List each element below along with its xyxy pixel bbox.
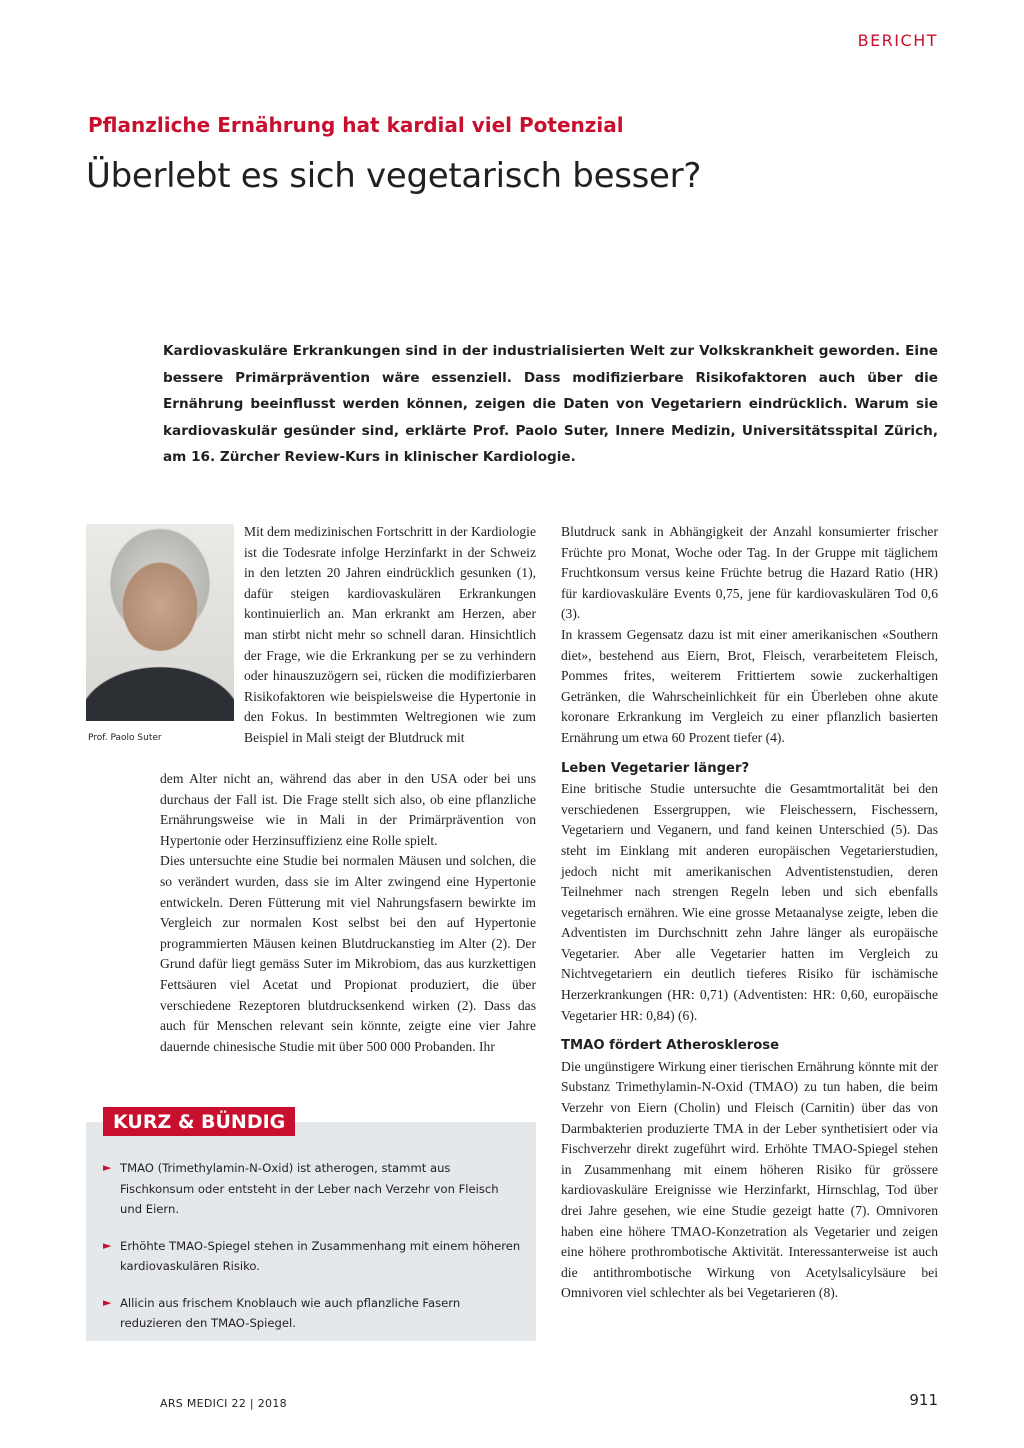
page-number: 911: [909, 1391, 938, 1409]
photo-caption: Prof. Paolo Suter: [88, 733, 162, 743]
list-item: [103, 1158, 523, 1220]
journal-footer: ARS MEDICI 22 | 2018: [160, 1397, 287, 1410]
triangle-bullet-icon: ►: [103, 1238, 112, 1252]
section-label: BERICHT: [857, 31, 938, 50]
body-paragraph: Eine britische Studie untersuchte die Gesamtmortalität bei den verschiedenen Essergruppen, wie Fleischessern, Fischessern, Vegetariern und Veganern, und fand keinen Unterschied (5). Das steht im Einklang mit anderen europäischen Vegetarierstudien, jedoch nicht mit amerikanischen Adventistenstudien, deren Teilnehmer nach strengen Regeln leben und sich ebenfalls vegetarisch ernähren. Wie eine grosse Metaanalyse zeigte, leben die Adventisten im Durchschnitt zehn Jahre länger als europäische Vegetarier. Aber alle Vegetarier hatten im Vergleich zu Nichtvegetariern ein deutlich tieferes Risiko für ischämische Herzerkrankungen (HR: 0,71) (Adventisten: HR: 0,60, europäische Vegetarier HR: 0,84) (6).: [561, 781, 938, 1023]
article-kicker: Pflanzliche Ernährung hat kardial viel Potenzial: [88, 113, 624, 137]
list-item: [103, 1293, 523, 1334]
body-paragraph: In krassem Gegensatz dazu ist mit einer amerikanischen «Southern diet», bestehend aus Eiern, Brot, Fleisch, verarbeitetem Fleisch, Pommes frites, weiterem Frittiertem sowie zuckerhaltigen Getränken, die Wahrscheinlichkeit für ein Überleben ohne akute koronare Erkrankung im Vergleich zu einer pflanzlich basierten Ernährung um etwa 60 Prozent tiefer (4).: [561, 626, 938, 745]
body-paragraph: Blutdruck sank in Abhängigkeit der Anzahl konsumierter frischer Früchte pro Monat, Woche oder Tag. In der Gruppe mit täglichem Fruchtkonsum versus keine Früchte betrug die Hazard Ratio (HR) für kardiovaskuläre Events 0,75, jene für kardiovaskulären Tod 0,6 (3).: [561, 524, 938, 622]
subheading-tmao: TMAO fördert Atherosklerose: [561, 1038, 780, 1054]
list-item-text: TMAO (Trimethylamin-N-Oxid) ist atherogen, stammt aus Fischkonsum oder entsteht in der Leber nach Verzehr von Fleisch und Eiern.: [120, 1161, 499, 1216]
subheading-vegetarier: Leben Vegetarier länger?: [561, 760, 750, 776]
summary-list: [103, 1158, 523, 1350]
list-item: [103, 1236, 523, 1277]
body-column-right: [561, 522, 938, 1304]
body-paragraph: Dies untersuchte eine Studie bei normalen Mäusen und solchen, die so verändert wurden, dass sie im Alter zwingend eine Hypertonie entwickeln. Deren Fütterung mit viel Nahrungsfasern bewirkte im Vergleich zur normalen Kost selbst bei den auf Hypertonie programmierten Mäusen keinen Blutdruckanstieg im Alter (2). Der Grund dafür liegt gemäss Suter im Mikrobiom, das aus kurzkettigen Fettsäuren viel Acetat und Propionat produziert, die über verschiedene Rezeptoren blutdrucksenkend wirken (2). Dass das auch für Menschen relevant sein könnte, zeigte eine vier Jahre dauernde chinesische Studie mit über 500 000 Probanden. Ihr: [160, 853, 536, 1054]
body-paragraph: Die ungünstigere Wirkung einer tierischen Ernährung könnte mit der Substanz Trimethylamin-N-Oxid (TMAO) zu tun haben, die beim Verzehr von Eiern (Cholin) und Fleisch (Carnitin) über das von Darmbakterien produzierte TMA in der Leber synthetisiert oder via Fischverzehr direkt zugeführt wird. Erhöhte TMAO-Spiegel stehen in Zusammenhang mit einem höheren Risiko für grössere kardiovaskuläre Ereignisse wie Herzinfarkt, Hirnschlag, Tod über drei Jahre gesehen, wie eine Studie gezeigt hatte (7). Omnivoren haben eine höhere TMAO-Konzetration als Vegetarier und zeigen eine höhere prothrombotische Aktivität. Interessanterweise ist auch die antithrombotische Wirkung von Acetylsalicylsäure bei Omnivoren viel schlechter als bei Vegetarieren (8).: [561, 1058, 938, 1301]
triangle-bullet-icon: ►: [103, 1161, 112, 1174]
article-lead: Kardiovaskuläre Erkrankungen sind in der industrialisierten Welt zur Volkskrankheit geworden. Eine bessere Primärprävention wäre essenziell. Dass modifizierbare Risikofaktoren auch über die Ernährung beeinflusst werden können, zeigen die Daten von Vegetariern eindrücklich. Warum sie kardiovaskulär gesünder sind, erklärte Prof. Paolo Suter, Innere Medizin, Universitätsspital Zürich, am 16. Zürcher Review-Kurs in klinischer Kardiologie.: [163, 343, 938, 466]
article-title: Überlebt es sich vegetarisch besser?: [86, 156, 702, 196]
author-photo: [86, 524, 234, 721]
list-item-text: Allicin aus frischem Knoblauch wie auch pflanzliche Fasern reduzieren den TMAO-Spiegel.: [120, 1295, 461, 1330]
summary-box-title: KURZ & BÜNDIG: [103, 1107, 295, 1136]
body-column-left-top: Mit dem medizinischen Fortschritt in der Kardiologie ist die Todesrate infolge Herzinfarkt in der Schweiz in den letzten 20 Jahren eindrücklich gesunken (1), dafür steigen kardiovaskulären Erkrankungen kontinuierlich an. Man erkrankt am Herzen, aber man stirbt nicht mehr so schnell daran. Hinsichtlich der Frage, wie die Erkrankung per se zu verhindern oder hinauszuzögern sei, rücken die modifizierbaren Risikofaktoren wie beispielsweise die Hypertonie in den Fokus. In bestimmten Weltregionen wie zum Beispiel in Mali steigt der Blutdruck mit: [244, 524, 536, 745]
list-item-text: Erhöhte TMAO-Spiegel stehen in Zusammenhang mit einem höheren kardiovaskulären Risiko.: [120, 1238, 521, 1273]
body-column-left: [160, 769, 536, 1057]
body-paragraph: dem Alter nicht an, während das aber in den USA oder bei uns durchaus der Fall ist. Die Frage stellt sich also, ob eine pflanzliche Ernährungsweise wie in Mali in der Primärprävention von Hypertonie oder Herzinsuffizienz eine Rolle spielt.: [160, 771, 536, 848]
triangle-bullet-icon: ►: [103, 1295, 112, 1309]
